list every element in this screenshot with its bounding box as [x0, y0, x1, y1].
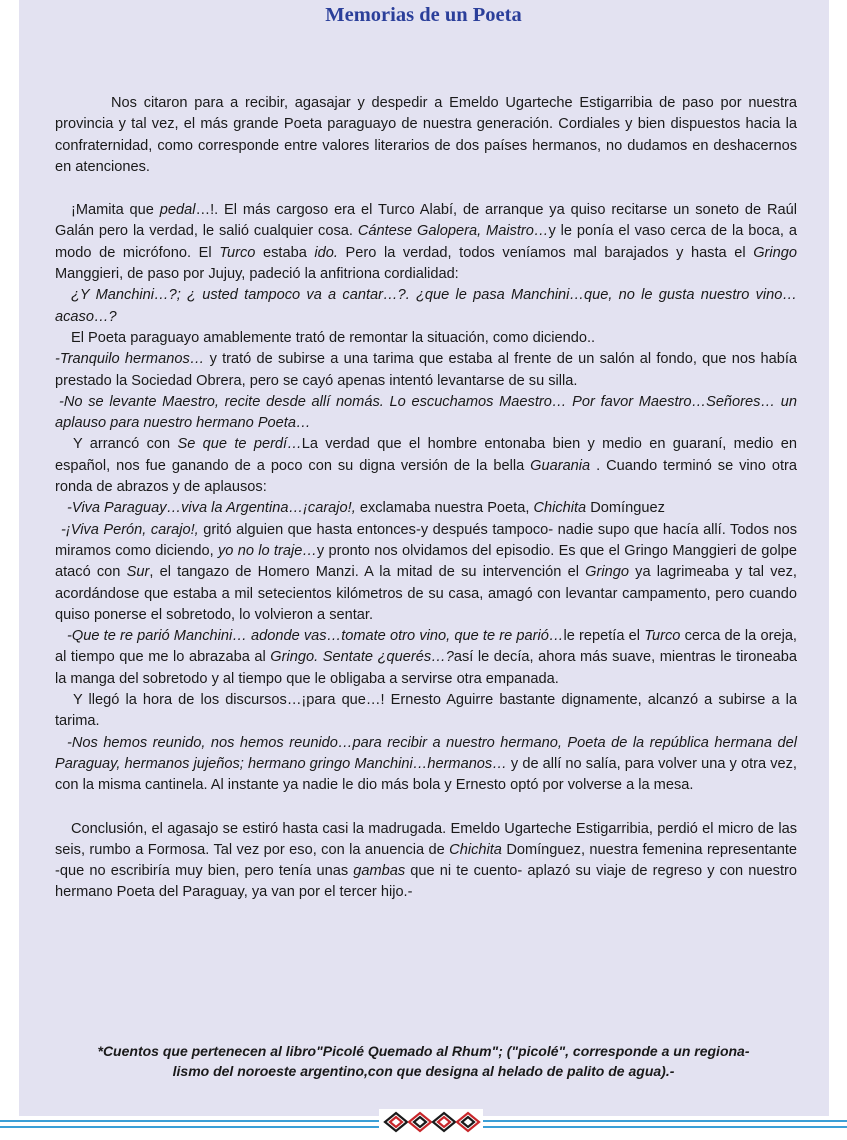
paragraph-3: ¿Y Manchini…?; ¿ usted tampoco va a cantar…?. ¿que le pasa Manchini…que, no le gusta nuestro vino… acaso…?: [55, 287, 797, 325]
guarda-diamond-2-inner: [414, 1117, 426, 1127]
guarda-diamond-1-inner: [390, 1117, 402, 1127]
paragraph-12: -Nos hemos reunido, nos hemos reunido…para recibir a nuestro hermano, Poeta de la república hermana del Paraguay, hermanos jujeños; hermano gringo Manchini…hermanos… y de allí no salía, para volver una y otra vez, con la misma cantinela. Al instante ya nadie le dio más bola y Ernesto optó por volverse a la mesa.: [55, 734, 797, 794]
paragraph-11: Y llegó la hora de los discursos…¡para que…! Ernesto Aguirre bastante dignamente, alcanzó a subirse a la tarima.: [55, 692, 797, 730]
story-body: [55, 93, 797, 904]
book-footnote: [40, 1042, 807, 1081]
paragraph-6: -No se levante Maestro, recite desde allí nomás. Lo escuchamos Maestro… Por favor Maestro…Señores… un aplauso para nuestro hermano Poeta…: [55, 393, 797, 432]
paragraph-13: Conclusión, el agasajo se estiró hasta casi la madrugada. Emeldo Ugarteche Estigarribia, perdió el micro de las seis, rumbo a Formosa. Tal vez por eso, con la anuencia de Chichita Domínguez, nuestra femenina representante -que no escribiría muy bien, pero tenía unas gambas que ni te cuento- aplazó su viaje de regreso y con nuestro hermano Poeta del Paraguay, ya van por el tercer hijo.-: [55, 820, 797, 901]
paragraph-4: El Poeta paraguayo amablemente trató de remontar la situación, como diciendo..: [71, 329, 596, 346]
paragraph-5: -Tranquilo hermanos… y trató de subirse a una tarima que estaba al frente de un salón al fondo, que nos había prestado la Sociedad Obrera, pero se cayó apenas intentó levantarse de su silla.: [55, 351, 797, 389]
footnote-line-2: lismo del noroeste argentino,con que designa al helado de palito de agua).-: [172, 1062, 675, 1079]
footnote-line-1: *Cuentos que pertenecen al libro"Picolé Quemado al Rhum"; ("picolé", corresponde a un regiona-: [97, 1043, 750, 1059]
paragraph-2: ¡Mamita que pedal…!. El más cargoso era el Turco Alabí, de arranque ya quiso recitarse un soneto de Raúl Galán pero la verdad, le salió cualquier cosa. Cántese Galopera, Maistro…y le ponía el vaso cerca de la boca, a modo de micrófono. El Turco estaba ido. Pero la verdad, todos veníamos mal barajados y hasta el Gringo Manggieri, de paso por Jujuy, padeció la anfitriona cordialidad:: [55, 202, 797, 283]
guarda-pattern-icon: [379, 1109, 483, 1135]
guarda-diamond-4-inner: [462, 1117, 474, 1127]
page-title: Memorias de un Poeta: [325, 4, 522, 26]
paragraph-10: -Que te re parió Manchini… adonde vas…tomate otro vino, que te re parió…le repetía el Turco cerca de la oreja, al tiempo que me lo abrazaba al Gringo. Sentate ¿querés…?así le decía, ahora más suave, mientras le tironeaba la manga del sobretodo y al tiempo que le obligaba a servirse otra empanada.: [55, 628, 797, 687]
guarda-diamond-3-inner: [438, 1117, 450, 1127]
decorative-guarda-emblem: [379, 1109, 483, 1135]
paragraph-7: Y arrancó con Se que te perdí…La verdad que el hombre entonaba bien y medio en guaraní, medio en español, nos fue ganando de a poco con su digna versión de la bella Guarania . Cuando terminó se vino otra ronda de abrazos y de aplausos:: [55, 436, 797, 496]
paragraph-8: -Viva Paraguay…viva la Argentina…¡carajo!, exclamaba nuestra Poeta, Chichita Domínguez: [67, 500, 665, 517]
paragraph-1: Nos citaron para a recibir, agasajar y despedir a Emeldo Ugarteche Estigarribia de paso por nuestra provincia y tal vez, el más grande Poeta paraguayo de nuestra generación. Cordiales y bien dispuestos hacia la confraternidad, como corresponde entre valores literarios de dos países hermanos, no dudamos en deshacernos en atenciones.: [55, 95, 797, 175]
paragraph-9: -¡Viva Perón, carajo!, gritó alguien que hasta entonces-y después tampoco- nadie supo que hacía allí. Todos nos miramos como diciendo, yo no lo traje…y pronto nos olvidamos del episodio. Es que el Gringo Manggieri de golpe atacó con Sur, el tangazo de Homero Manzi. A la mitad de su intervención el Gringo ya lagrimeaba y tal vez, acordándose que estaba a mil setecientos kilómetros de su casa, amagó con levantar campamento, pero cuando quiso ponerse el sobretodo, lo volvieron a sentar.: [55, 521, 797, 623]
